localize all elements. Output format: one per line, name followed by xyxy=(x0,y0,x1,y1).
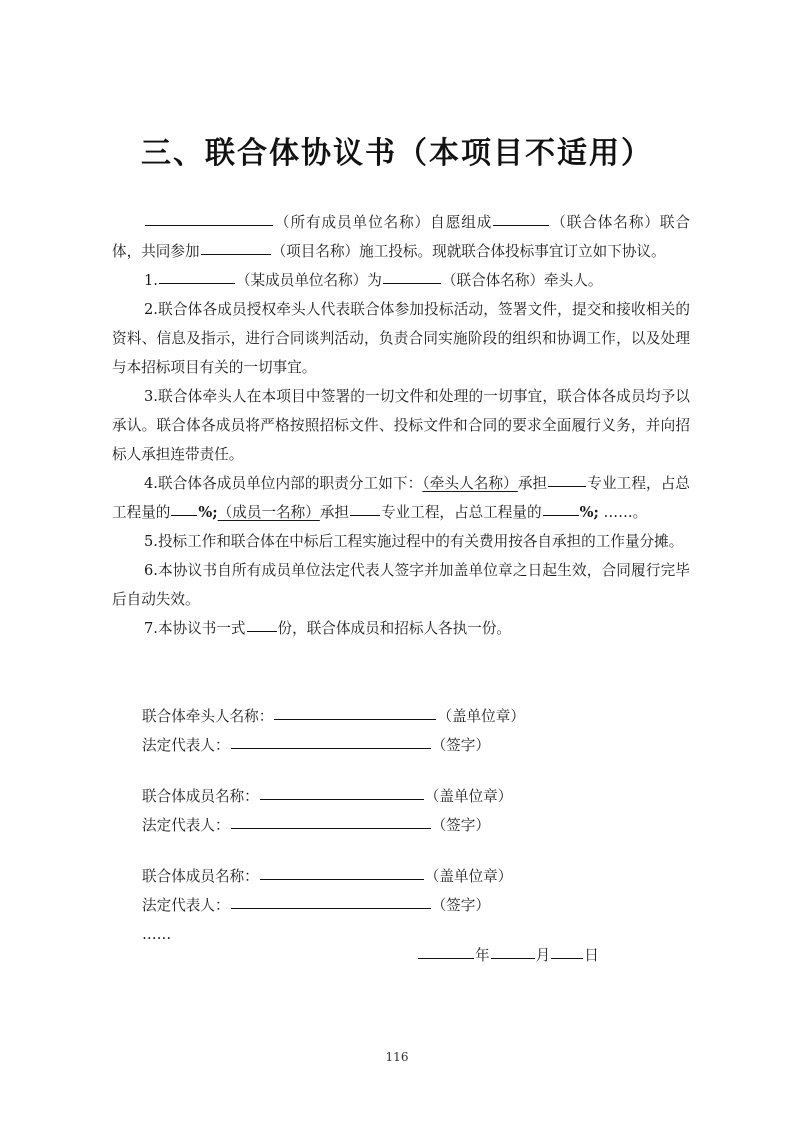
month-blank[interactable] xyxy=(491,957,535,959)
consortium-name-blank-2[interactable] xyxy=(383,282,441,284)
clause-7: 7.本协议书一式 份，联合体成员和招标人各执一份。 xyxy=(144,620,512,637)
consortium-name-blank[interactable] xyxy=(493,224,549,226)
lead-name-line: 联合体牵头人名称： （盖单位章） xyxy=(142,708,525,725)
lead-name-field[interactable] xyxy=(274,718,436,720)
agreement-body xyxy=(112,208,690,643)
member-representative-field-2[interactable] xyxy=(231,907,431,909)
member-name-field-1[interactable] xyxy=(260,798,424,800)
member-name-underlined: （成员一名称） xyxy=(217,504,320,521)
member-representative-field-1[interactable] xyxy=(231,827,431,829)
member-name-line-1: 联合体成员名称： （盖单位章） xyxy=(142,788,513,805)
lead-percent-blank[interactable] xyxy=(171,514,197,516)
clause-6: 6.本协议书自所有成员单位法定代表人签字并加盖单位章之日起生效，合同履行完毕后自动失效。 xyxy=(112,562,690,608)
clause-3: 3.联合体牵头人在本项目中签署的一切文件和处理的一切事宜，联合体各成员均予以承认。联合体各成员将严格按照招标文件、投标文件和合同的要求全面履行义务，并向招标人承担连带责任。 xyxy=(112,388,690,463)
member-name-field-2[interactable] xyxy=(260,878,424,880)
member-name-line-2: 联合体成员名称： （盖单位章） xyxy=(142,868,513,885)
page-title: 三、联合体协议书（本项目不适用） xyxy=(141,136,653,171)
lead-name-underlined: （牵头人名称） xyxy=(422,475,518,492)
member-work-blank[interactable] xyxy=(350,514,380,516)
member-representative-line-2: 法定代表人： （签字） xyxy=(142,897,490,914)
more-members-ellipsis: …… xyxy=(142,926,172,943)
page-number: 116 xyxy=(385,1050,409,1064)
clause-2: 2.联合体各成员授权牵头人代表联合体参加投标活动，签署文件，提交和接收相关的资料、信息及指示，进行合同谈判活动，负责合同实施阶段的组织和协调工作，以及处理与本招标项目有关的一切事宜。 xyxy=(112,301,690,376)
copies-blank[interactable] xyxy=(247,630,277,632)
member-percent-blank[interactable] xyxy=(543,514,579,516)
clause-4: 4.联合体各成员单位内部的职责分工如下：（牵头人名称）承担 专业工程，占总工程量的 %;（成员一名称）承担 专业工程，占总工程量的 %; ……。 xyxy=(112,475,690,521)
member-representative-line-1: 法定代表人： （签字） xyxy=(142,817,490,834)
clause-5: 5.投标工作和联合体在中标后工程实施过程中的有关费用按各自承担的工作量分摊。 xyxy=(144,533,684,550)
signature-block xyxy=(142,702,662,949)
project-name-blank[interactable] xyxy=(201,253,271,255)
lead-member-blank[interactable] xyxy=(159,282,235,284)
year-blank[interactable] xyxy=(418,957,474,959)
day-blank[interactable] xyxy=(551,957,583,959)
intro-paragraph: （所有成员单位名称）自愿组成 （联合体名称）联合体，共同参加 （项目名称）施工投标。现就联合体投标事宜订立如下协议。 xyxy=(112,214,690,260)
date-line: 年 月 日 xyxy=(417,944,599,965)
member-units-blank[interactable] xyxy=(145,224,273,226)
lead-representative-line: 法定代表人： （签字） xyxy=(142,737,490,754)
lead-work-blank[interactable] xyxy=(548,485,586,487)
lead-representative-field[interactable] xyxy=(231,747,431,749)
clause-1: 1. （某成员单位名称）为 （联合体名称）牵头人。 xyxy=(144,272,603,289)
